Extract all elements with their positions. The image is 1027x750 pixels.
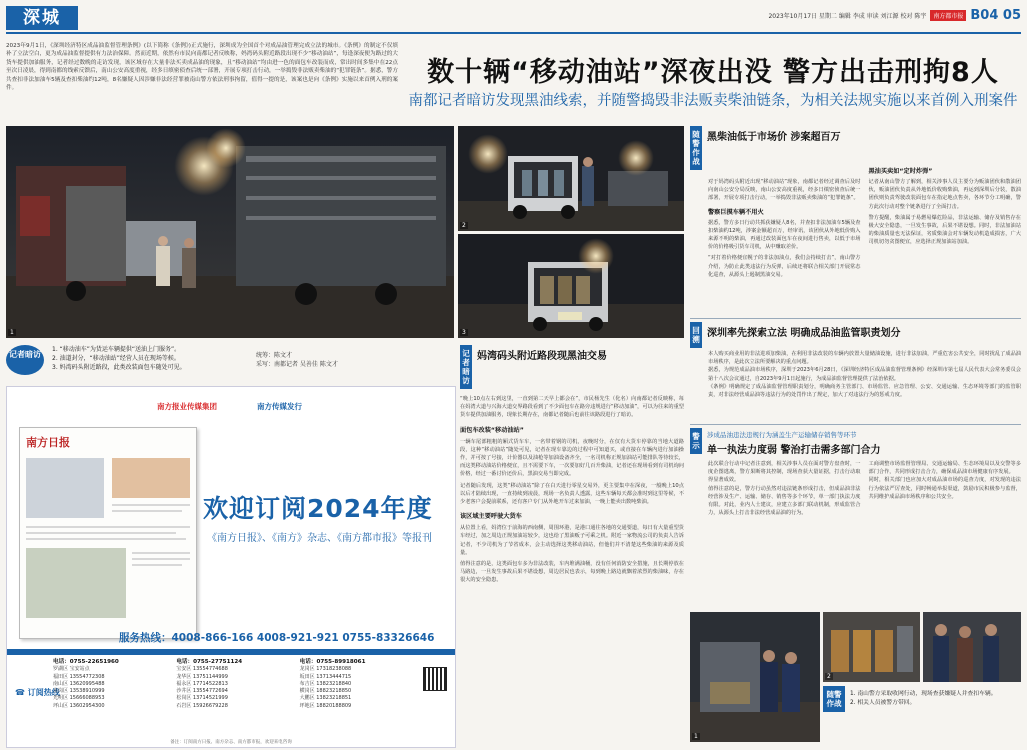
paragraph: “对打着价格便宜幌子的非法加油点，我们会持续打击”，南山警方介绍，为防止此类违法行为反弹，后续还将联合相关部门开展常态化巡查，从源头上遏制黑油交易。: [708, 255, 861, 278]
paper-text-line: [112, 510, 182, 512]
contact-line: 石岩区 15926679228: [176, 702, 228, 709]
section-rule: [6, 32, 1021, 34]
column-label: 警示: [690, 428, 702, 454]
contact-column: [300, 659, 415, 710]
paragraph: 警方提醒，柴油属于易燃易爆危险品，非法运输、储存及销售存在极大安全隐患，一旦发生事故，后果不堪设想。同时，非法加油站的柴油质量也无法保证，劣质柴油会对车辆发动机造成损害，广大司机切勿贪图便宜，应选择正规加油站加油。: [868, 214, 1021, 246]
paper-text-line: [132, 558, 190, 560]
subheading: 该区域主要呼驶大货车: [460, 513, 522, 521]
paragraph: 记者从南山警方了解到，相关涉事人员主要分为贩油团伙和散油团伙，贩油团伙负责从外地低价收购柴油，再运到深圳后分装，散油团伙则负责驾驶改装面包车在指定地点售卖，各环节分工明确，警方此次行动对整个链条进行了全面打击。: [868, 179, 1021, 210]
street-light: [468, 134, 508, 174]
headline: 数十辆“移动油站”深夜出没 警方出击刑拘8人: [427, 57, 999, 88]
photo-caption: [6, 341, 454, 381]
bottom-caption: [823, 686, 1021, 746]
contact-line: 光明区 15666088953: [53, 695, 105, 702]
paragraph: 此次联合行动中记者注意到，相关涉事人员在面对警方盘查时，一度企图逃离，警方果断将其控制，现场查获大量证据，打击行动取得显著成效。: [708, 461, 861, 484]
contact-line: 松岗区 13714521999: [176, 695, 228, 702]
date-line: 2023年10月17日 星期二 编辑 李成 审读 刘江源 校对 陈宇: [768, 13, 927, 20]
caption-line: 2. 相关人员被警方带回。: [850, 700, 916, 706]
photo-number: 3: [462, 329, 466, 336]
contact-line: 龙华区 13751144999: [176, 673, 228, 680]
paragraph: 《条例》明确规定了成品油监督管理职责划分，明确商务主管部门、市场监管、应急管理、公安、交通运输、生态环境等部门的监管职责，对非法经营成品油等违法行为的处罚作出了规定，加大了对违法行为的惩戒力度。: [708, 383, 1021, 399]
ad-footer: 备注：订阅南方日报、南方杂志、南方都市报，欢迎来电咨询: [170, 740, 292, 745]
paragraph: 值得注意的是，警方行动虽然对违法链条形成打击，但成品油非法经营涉及生产、运输、储存、销售等多个环节，单一部门执法力度有限。对此，业内人士建议，应建立多部门联动机制，形成监管合力，从源头上打击非法经营成品油的行为。: [708, 485, 861, 517]
paper-photo-block: [26, 458, 104, 518]
article-column-police: [690, 126, 1021, 316]
two-column-body: [690, 460, 1021, 517]
paper-text-line: [112, 504, 190, 506]
street-light: [618, 140, 654, 176]
contact-column: [53, 659, 168, 710]
column-label: 回溯: [690, 322, 702, 348]
paragraph: 本人购买商业用的非法进项加柴油，在利用非法改装的车辆内放置大量储油设施，进行非法加油，严重危害公共安全，同时扰乱了成品油市场秩序，是此次立法所要解决的重点问题。: [708, 351, 1021, 366]
contact-line: 龙岗区 13538910999: [53, 688, 105, 695]
column-title: 妈湾码头附近路段现黑油交易: [477, 351, 607, 362]
street-light: [206, 128, 246, 168]
column-header: [460, 345, 684, 389]
caption-lines: [52, 345, 186, 372]
caption-credit: [256, 351, 338, 369]
credit-editor: 统筹：陈文才: [256, 352, 293, 359]
contact-line: 大鹏区 13823218851: [299, 695, 352, 702]
paragraph: 同时，相关部门也应加大对成品油市场的巡查力度，对发现的违法行为依法严厉查处，同时畅通举报渠道，鼓励市民积极参与监督，共同维护成品油市场秩序和公共安全。: [868, 477, 1021, 500]
column-label: 记者暗访: [460, 345, 472, 389]
contact-line: 坪山区 13602954300: [53, 702, 105, 709]
paper-tag: 南方都市报: [930, 10, 966, 21]
contact-line: 南山区 13620995488: [53, 680, 105, 687]
caption-line: 3. 妈湾码头附近路段，此类改装面包车随处可见。: [52, 364, 186, 371]
paragraph: 据悉，警方多日行动共抓获嫌疑人8名，并查扣非法加油车5辆及查扣柴油约12吨，涉案金额超百万，经审讯，该团伙从外地低价购入来源不明的柴油，再通过改装面包车在夜间进行售卖，以低于市场价的价格吸引货车司机，从中赚取差价。: [708, 219, 861, 251]
photo-number: 2: [462, 222, 466, 229]
paragraph: 记者随后发现，这类“移动油站”除了在白天进行零星交易外，更主要集中在深夜，一般晚上10点以后才陆续出现，一直持续到凌晨，现场一名负责人透露，这些车辆每天都会准时到这里等候，不少老客户会提前联系，还有客户专门从外地开车过来加油，一晚上能卖出数吨柴油。: [460, 482, 684, 506]
paragraph: 值得注意的是，这类面包车多为非法改装，车内堆满油桶，没有任何消防安全措施，且长期停放在马路边，一旦发生事故后果不堪设想，周边居民也表示，每到晚上路边就飘着浓烈的柴油味，存在很大的安全隐患。: [460, 561, 684, 584]
ad-hotline: 服务热线：4008-866-166 4008-921-921 0755-83326646: [119, 632, 435, 644]
article-column-warning: [690, 428, 1021, 520]
caption-row: [823, 686, 1021, 712]
photo-arrest-scene-art: [690, 612, 820, 742]
newspaper-illustration: [19, 427, 197, 639]
subscription-ad: [6, 386, 456, 748]
paragraph: 从位置上看，妈湾位于前海的西南侧，周围环港，是港口通往各地的交通要道，每日有大量重型货车经过，加之周边正规加油站较少，这也给了黑油贩子可乘之机。附近一家物流公司的负责人告诉记者，不少司机为了节省成本，会主动选择这类移动油站，但他们并不清楚这些柴油的来源及质量。: [460, 525, 684, 556]
street-light: [578, 238, 614, 274]
column-header: [690, 428, 1021, 456]
paper-text-line: [132, 564, 182, 566]
photo-officers-art: [923, 612, 1021, 682]
column-kicker: 涉成品油违法违规行为涵盖生产运输储存销售等环节: [707, 431, 857, 439]
date-bar: [768, 8, 1021, 23]
column-title: 黑柴油低于市场价 涉案超百万: [707, 132, 841, 143]
section-divider: [690, 318, 1021, 319]
qr-code-icon: [423, 667, 447, 691]
contact-phone: 电话：0755-27751124: [176, 659, 243, 665]
subheading: 面包车改装“移动油站”: [460, 426, 524, 434]
ad-logo-distribution: 南方传媒发行: [257, 402, 302, 411]
photo-van-tanks-art: [458, 234, 684, 338]
contact-line: 坪地区 18820188809: [299, 702, 352, 709]
photo-number: 2: [827, 673, 831, 680]
text-column: [708, 460, 861, 517]
contact-grid: [53, 659, 449, 710]
law-body: [690, 332, 1021, 399]
lede-paragraph: 2023年9月1日，《深圳经济特区成品油监督管理条例》(以下简称《条例》)正式施行，深圳成为全国首个对成品油管理完成立法的城市。《条例》的制定不仅填补了立法空白，更为成品油监督提供有力法治保障。然而近期，依然有市民向南都记者反映称，妈湾码头附近路段出现不少“移动油站”，每逢深夜便为路过的大货车提供加油服务，记者经过数晚的走访发现，该区域存在大量非法买卖成品油的现象，且“移动油站”均由进一色的面包车改装而成，常出时间多集中在22点至次日凌晨，得到南都的线索反馈后，南山公安高度重视，经多日缜密侦查后统一部署，开展专项打击行动，一举捣毁非法贩卖柴油的“犯罪链条”。据悉，警方共查扣非法加油车5辆及查扣柴油约12吨，8名嫌疑人因涉嫌非法经营罪被南山警方依法刑事拘留，值得一提的是，该案也是向《条例》实施以来首例入刑的案件。: [6, 43, 398, 92]
ad-band: [7, 649, 455, 655]
contact-line: 沙井区 13554772694: [176, 688, 228, 695]
photo-arrest-scene: [690, 612, 820, 742]
ad-logo-group: 南方报业传媒集团: [157, 402, 217, 411]
contact-line: 罗湖区 宝安站点: [53, 666, 90, 673]
subscribe-hotline-text: 订阅热线: [27, 688, 60, 697]
photo-van-loading: [458, 126, 684, 231]
paragraph: 对于妈湾码头附近出现“移动油站”现象，南都记者经过调查后及时向南山公安分局反映，南山公安高度重视，经多日缜密侦查后统一部署，开展专项打击行动，一举捣毁非法贩卖柴油的“犯罪链条”。: [708, 179, 861, 202]
paragraph: 工商调整市场监督管理局、交通运输局、生态环境局以及交警等多部门合作，共同形成打击合力，确保成品油市场健康有序发展。: [868, 461, 1021, 476]
caption-label: 随警作战: [823, 686, 845, 712]
text-column: [869, 152, 1022, 279]
photo-tanks-close-art: [823, 612, 920, 682]
ad-title: 欢迎订阅2024年度: [203, 494, 433, 523]
ad-subtitle: 《南方日报》、《南方》杂志、《南方都市报》等报刊: [207, 533, 432, 544]
contact-phone: 电话：0755-22651960: [53, 659, 119, 665]
contact-line: 坂田区 13713444715: [299, 673, 352, 680]
paper-masthead: 南方日报: [26, 436, 70, 449]
subheading: 黑油买卖如“定时炸弹”: [868, 168, 933, 175]
paper-photo-block: [112, 458, 190, 498]
paragraph: 据悉，为规范成品油市场秩序，深圳于2023年6月28日，《深圳经济特区成品油监督管理条例》经深圳市第七届人民代表大会常务委员会第十八次会议通过，自2023年9月1日起施行，为成品油监督管理提供了法治依据。: [708, 367, 1021, 382]
contact-phone: 电话：0755-89918061: [299, 659, 366, 665]
text-column: [869, 460, 1022, 517]
phone-icon: ☎: [15, 688, 25, 697]
contact-line: 横岗区 18823218850: [299, 688, 352, 695]
contact-column: [176, 659, 291, 710]
caption-line: 1. 南山警方采取收网行动，现场查获嫌疑人并查扣车辆。: [850, 691, 997, 697]
column-title: 深圳率先探索立法 明确成品油监管职责划分: [707, 328, 901, 339]
section-tab: 深城: [6, 6, 78, 30]
article-column-investigation: [460, 345, 684, 745]
contact-line: 福永区 17714522813: [176, 680, 228, 687]
credit-reporters: 采写：南都记者 吴善佳 陈文才: [256, 361, 338, 368]
caption-line: 1. “移动油车”为货运车辆提供“送油上门服务”。: [52, 346, 181, 353]
contact-line: 龙岗区 17318238088: [299, 666, 352, 673]
caption-badge: 记者暗访: [6, 345, 44, 375]
photo-tanks-close: [823, 612, 920, 682]
paper-text-line: [26, 538, 186, 540]
photo-officers: [923, 612, 1021, 682]
contact-line: 布吉区 13823218840: [299, 680, 352, 687]
caption-lines: [850, 686, 997, 712]
paper-text-line: [26, 532, 176, 534]
paper-photo-block: [26, 548, 126, 618]
photo-van-tanks: [458, 234, 684, 338]
photo-night-trucks: [6, 126, 454, 338]
section-divider: [690, 424, 1021, 425]
paragraph: “晚上10点左右到这里，一直到第二天早上都会在”，市民杨先生（化名）向南都记者反映称，每在妈湾大道与兴海大道交界路段看到了不少面包车在路旁违规进行“移动加油”，可以为往来的重型货车提供加油服务，现象长期存在，南都记者随后也前往该路段进行了暗访。: [460, 396, 684, 419]
contact-line: 宝安区 13554774688: [176, 666, 228, 673]
contact-line: 福田区 13554772308: [53, 673, 105, 680]
qr-code-block: [423, 659, 449, 710]
subheading: 警察巨摸车辆不用火: [708, 208, 764, 216]
paragraph: 一辆车尾部粗粗的厢式货车车，一名带着钢的司机，夜晚时分，在仅有大货车停靠的当地大道路段，这种“移动油站”随处可见，记者在现车靠边的过程中可知道买，或直接在车辆内进行加油操作，并可按了号接，计价器以及油枪等加油设备齐全，一名司机称正规加油站可能排队等待较长，而这类移动油站价格便宜，且不需要下车，一次要加好几百升柴油，记者还在现场看到有司机询问价格，经过一番讨价还价后，黑油交易当即完成。: [460, 438, 684, 478]
subheadline: 南都记者暗访发现黑油线索，并随警捣毁非法贩卖柴油链条，为相关法规实施以来首例入刑案件: [408, 93, 1018, 109]
column-title: 单一执法力度弱 警治打击需多部门合力: [707, 445, 881, 456]
photo-number: 1: [694, 733, 698, 740]
column-headings: [707, 428, 880, 456]
photo-number: 1: [10, 329, 14, 336]
two-column-body: [690, 152, 1021, 279]
paper-text-line: [26, 526, 190, 528]
page-number: B04 05: [970, 8, 1021, 23]
column-label: 随警作战: [690, 126, 702, 170]
caption-line: 2. 油道封分，“移动油站”经营人员在现场等候。: [52, 355, 180, 362]
text-column: [708, 152, 861, 279]
paper-text-line: [132, 552, 190, 554]
article-column-law: [690, 322, 1021, 422]
